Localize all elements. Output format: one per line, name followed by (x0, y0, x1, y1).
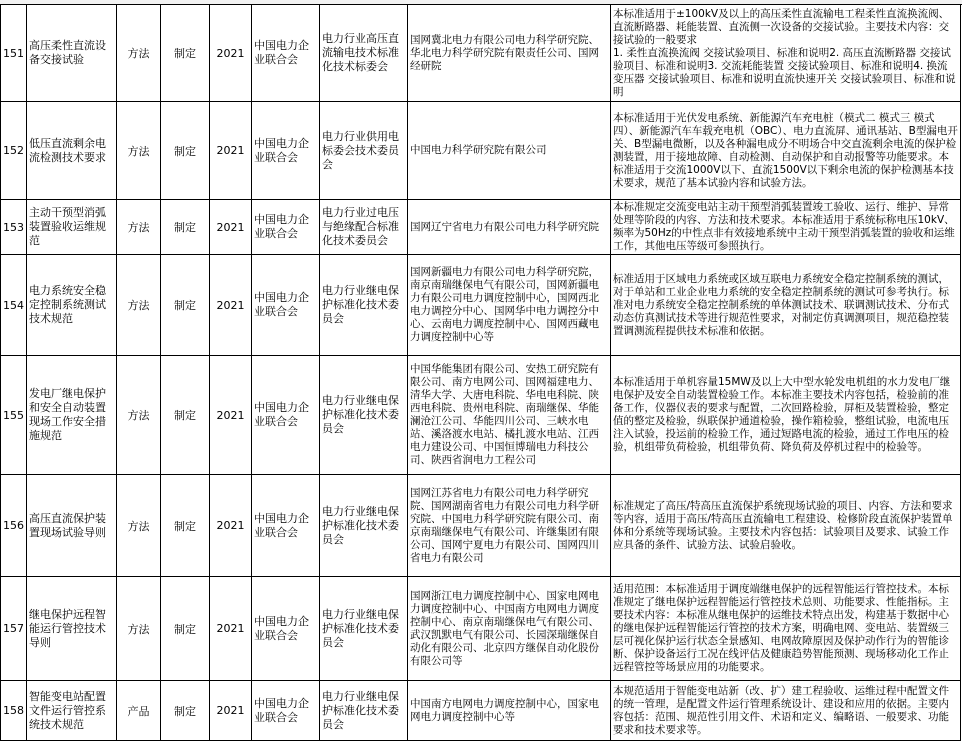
technical-committee: 电力行业继电保护标准化技术委员会 (322, 504, 399, 546)
standard-type: 方法 (127, 409, 150, 422)
technical-committee-cell (320, 681, 408, 741)
row-number-cell (1, 200, 27, 255)
revision-kind: 制定 (174, 144, 196, 158)
technical-committee-cell (320, 475, 408, 577)
drafting-units-cell (408, 681, 611, 741)
proposing-org-cell (252, 102, 320, 200)
standard-name: 高压柔性直流设备交接试验 (29, 39, 106, 66)
standard-type-cell (117, 255, 161, 356)
row-number: 154 (3, 298, 24, 312)
standard-type: 方法 (127, 622, 150, 636)
revision-kind-cell (161, 681, 210, 741)
plan-year-cell (210, 681, 252, 741)
scope-description: 本标准适用于光伏发电系统、新能源汽车充电桩（模式二 模式三 模式四）、新能源汽车车载充电机（OBC）、电力直流屏、通讯基站、B型漏电开关、B型漏电微断，以及各种漏电成分不明场合中交直流剩余电流的保护检测装置，用于接地故障、自动检测、自动保护和自动报警等功能要求。本标准适用于交流1000V以下、直流1500V以下剩余电流的保护检测基本技术要求，规范了基本试验内容和试验方法。 (613, 111, 958, 189)
proposing-org-cell (252, 356, 320, 475)
standard-name: 低压直流剩余电流检测技术要求 (29, 136, 106, 164)
revision-kind: 制定 (174, 704, 196, 718)
technical-committee: 电力行业供用电标委会技术委员会 (322, 129, 399, 171)
scope-description-cell (611, 255, 961, 356)
revision-kind-cell (161, 5, 210, 102)
scope-description: 本标准规定交流变电站主动干预型消弧装置竣工验收、运行、维护、异常处理等阶段的内容、方法和技术要求。本标准适用于系统标称电压10kV、频率为50Hz的中性点非有效接地系统中主动干预型消弧装置的验收和运维工作，其他电压等级可参照执行。 (613, 201, 955, 252)
technical-committee-cell (320, 200, 408, 255)
standard-name-cell (27, 200, 117, 255)
standard-type: 方法 (127, 299, 150, 312)
standard-name-cell (27, 102, 117, 200)
row-number: 151 (3, 46, 24, 60)
plan-year-cell (210, 5, 252, 102)
proposing-org: 中国电力企业联合会 (254, 136, 309, 164)
row-number-cell (1, 577, 27, 681)
proposing-org-cell (252, 255, 320, 356)
plan-year-cell (210, 102, 252, 200)
standard-type-cell (117, 475, 161, 577)
technical-committee-cell (320, 102, 408, 200)
technical-committee-cell (320, 5, 408, 102)
drafting-units: 中国电力科学研究院有限公司 (410, 144, 547, 156)
drafting-units-cell (408, 200, 611, 255)
scope-description: 本规范适用于智能变电站新（改、扩）建工程验收、运维过程中配置文件的统一管理，是配置文件运行管理系统设计、建设和应用的依据。主要内容包括：范围、规范性引用文件、术语和定义、编略语、一般要求、功能要求和技术要求等。 (613, 684, 949, 736)
technical-committee-cell (320, 577, 408, 681)
plan-year-cell (210, 577, 252, 681)
standard-name: 高压直流保护装置现场试验导则 (29, 511, 106, 539)
table-row (1, 102, 961, 200)
proposing-org: 中国电力企业联合会 (254, 39, 309, 66)
plan-year: 2021 (216, 704, 245, 717)
standard-name: 主动干预型消弧装置验收运维规范 (29, 206, 106, 247)
standard-name: 发电厂继电保护和安全自动装置现场工作安全措施规范 (29, 387, 106, 442)
standard-name-cell (27, 356, 117, 475)
plan-year: 2021 (216, 46, 245, 60)
row-number-cell (1, 5, 27, 102)
revision-kind: 制定 (174, 519, 196, 533)
technical-committee: 电力行业继电保护标准化技术委员会 (322, 394, 399, 435)
scope-description-cell (611, 102, 961, 200)
row-number: 158 (3, 704, 24, 717)
plan-year-cell (210, 255, 252, 356)
revision-kind-cell (161, 356, 210, 475)
revision-kind: 制定 (174, 47, 196, 60)
table-row (1, 255, 961, 356)
drafting-units: 国网江苏省电力有限公司电力科学研究院、国网湖南省电力有限公司电力科学研究院、中国电力科学研究院有限公司、南京南瑞继保电气有限公司、许继集团有限公司、国网宁夏电力有限公司、国网四川省电力有限公司 (410, 486, 599, 564)
standard-name-cell (27, 577, 117, 681)
scope-description: 本标准适用于±100kV及以上的高压柔性直流输电工程柔性直流换流阀、直流断路器、耗能装置、直流侧一次设备的交接试验。主要技术内容：交接试验的一般要求 1. 柔性直流换流阀 交接试验项目、标准和说明2. 高压直流断路器 交接试验项目、标准和说明3. 交流耗能装置 交接试验项目、标准和说明4. 换流变压器 交接试验项目、标准和说明直流快速开关 交接试验项目、标准和说明 (613, 7, 956, 98)
table-row (1, 356, 961, 475)
row-number: 156 (3, 519, 24, 532)
scope-description-cell (611, 356, 961, 475)
table-row (1, 577, 961, 681)
table-row (1, 200, 961, 255)
standard-type: 方法 (127, 519, 150, 533)
standard-name-cell (27, 475, 117, 577)
technical-committee: 电力行业继电保护标准化技术委员会 (322, 689, 399, 731)
standard-name-cell (27, 5, 117, 102)
revision-kind-cell (161, 200, 210, 255)
drafting-units: 国网冀北电力有限公司电力科学研究院、华北电力科学研究院有限责任公司、国网经研院 (410, 33, 599, 72)
row-number: 153 (3, 220, 24, 234)
technical-committee: 电力行业过电压与绝缘配合标准化技术委员会 (322, 206, 399, 247)
standard-type-cell (117, 577, 161, 681)
table-row (1, 681, 961, 741)
drafting-units-cell (408, 577, 611, 681)
standard-type-cell (117, 102, 161, 200)
standard-name: 智能变电站配置文件运行管控系统技术规范 (29, 689, 106, 731)
drafting-units: 中国华能集团有限公司、安热工研究院有限公司、南方电网公司、国网福建电力、清华大学、大唐电科院、华电电科院、陕西电科院、贵州电科院、南瑞继保、华能澜沧江公司、华能四川公司、三峡水电站、溪洛渡水电站、橘扎渡水电站、江西电力建设公司、中国恒博瑞电力科技公司、陕西省润电力工程公司 (410, 363, 599, 466)
technical-committee-cell (320, 255, 408, 356)
standard-name: 继电保护远程智能运行管控技术导则 (29, 607, 106, 649)
proposing-org: 中国电力企业联合会 (254, 213, 309, 240)
row-number: 157 (3, 622, 24, 635)
row-number-cell (1, 356, 27, 475)
scope-description-cell (611, 200, 961, 255)
scope-description-cell (611, 475, 961, 577)
proposing-org-cell (252, 577, 320, 681)
drafting-units: 国网辽宁省电力有限公司电力科学研究院 (410, 220, 599, 233)
standards-table (0, 4, 961, 741)
drafting-units: 中国南方电网电力调度控制中心，国家电网电力调度控制中心等 (410, 697, 599, 723)
standard-type: 方法 (127, 221, 150, 234)
scope-description: 标准规定了高压/特高压直流保护系统现场试验的项目、内容、方法和要求等内容，适用于高压/特高压直流输电工程建设、检修阶段直流保护装置单体和分系统等现场试验。主要技术内容包括：试验项目及要求、试验工作应具备的条件、试验方法、试验启验收。 (613, 499, 953, 551)
scope-description: 适用范围：本标准适用于调度端继电保护的远程智能运行管控技术。本标准规定了继电保护远程智能运行管控技术总则、功能要求、性能指标。主要技术内容：本标准从继电保护的运维技术特点出发，构建基于数据中心的继电保护远程智能运行管控的技术方案，明确电网、变电站、装置级三层可视化保护运行状态全景感知、电网故障原因及保护动作行为的智能诊断、保护设备运行工况在线评估及健康趋势智能预测、现场移动化工作止远程管控等场景应用的功能要求。 (613, 583, 949, 673)
scope-description-cell (611, 681, 961, 741)
plan-year-cell (210, 200, 252, 255)
proposing-org: 中国电力企业联合会 (254, 291, 309, 318)
standard-name: 电力系统安全稳定控制系统测试技术规范 (29, 284, 106, 325)
standard-name-cell (27, 255, 117, 356)
revision-kind-cell (161, 255, 210, 356)
row-number-cell (1, 255, 27, 356)
revision-kind: 制定 (174, 299, 196, 312)
row-number-cell (1, 475, 27, 577)
drafting-units-cell (408, 475, 611, 577)
standard-type-cell (117, 5, 161, 102)
proposing-org: 中国电力企业联合会 (254, 696, 309, 724)
standard-type-cell (117, 681, 161, 741)
scope-description: 本标准适用于单机容量15MW及以上大中型水轮发电机组的水力发电厂继电保护及安全自动装置检验工作。本标准主要技术内容包括，检验前的准备工作，仪器仪表的要求与配置，二次回路检验，屏柜及装置检验，整定值的整定及检验，纵联保护通道检验，操作箱检验，整组试验，电流电压注入试验，投运前的检验工作，通过短路电流的检验，通过工作电压的检验，机组带负荷检验，机组带负荷、降负荷及停机过程中的检验等。 (613, 376, 951, 453)
proposing-org-cell (252, 681, 320, 741)
standard-type-cell (117, 200, 161, 255)
drafting-units-cell (408, 5, 611, 102)
drafting-units: 国网新疆电力有限公司电力科学研究院，南京南瑞继保电气有限公司，国网新疆电力有限公司电力调度控制中心，国网西北电力调控分中心、国网华中电力调控分中心、云南电力调度控制中心、国网西藏电力调度控制中心等 (410, 266, 599, 343)
technical-committee: 电力行业继电保护标准化技术委员会 (322, 284, 399, 325)
table-row (1, 475, 961, 577)
table-row (1, 5, 961, 102)
standard-type-cell (117, 356, 161, 475)
plan-year: 2021 (216, 298, 245, 312)
proposing-org-cell (252, 200, 320, 255)
technical-committee-cell (320, 356, 408, 475)
revision-kind: 制定 (174, 409, 196, 422)
proposing-org-cell (252, 5, 320, 102)
plan-year: 2021 (216, 408, 245, 422)
revision-kind: 制定 (174, 622, 196, 636)
plan-year: 2021 (216, 519, 245, 532)
proposing-org: 中国电力企业联合会 (254, 511, 309, 539)
plan-year: 2021 (216, 622, 245, 635)
proposing-org: 中国电力企业联合会 (254, 614, 309, 642)
row-number-cell (1, 102, 27, 200)
technical-committee: 电力行业高压直流输电技术标准化技术标委会 (322, 32, 399, 73)
row-number: 152 (3, 144, 24, 157)
row-number-cell (1, 681, 27, 741)
revision-kind-cell (161, 577, 210, 681)
plan-year-cell (210, 356, 252, 475)
drafting-units: 国网浙江电力调度控制中心、国家电网电力调度控制中心、中国南方电网电力调度控制中心、南京南瑞继保电气有限公司、武汉凯默电气有限公司、长园深瑞继保自动化有限公司、北京四方继保自动化股份有限公司等 (410, 589, 599, 667)
revision-kind-cell (161, 475, 210, 577)
standard-type: 方法 (127, 47, 150, 60)
plan-year: 2021 (216, 144, 245, 157)
revision-kind-cell (161, 102, 210, 200)
scope-description-cell (611, 5, 961, 102)
scope-description: 标准适用于区域电力系统或区域互联电力系统安全稳定控制系统的测试，对于单站和工业企业电力系统的安全稳定控制系统的测试可参考执行。标准对电力系统安全稳定控制系统的单体测试技术、联调测试技术、分布式动态仿真测试技术等进行规范性要求，对制定仿真调测项目，规范稳控装置调测流程提供技术标准和依据。 (613, 272, 949, 337)
scope-description-cell (611, 577, 961, 681)
proposing-org: 中国电力企业联合会 (254, 401, 309, 428)
standard-type: 方法 (127, 144, 150, 158)
plan-year: 2021 (216, 220, 245, 234)
row-number: 155 (3, 408, 24, 422)
standard-name-cell (27, 681, 117, 741)
standard-type: 产品 (127, 704, 150, 718)
drafting-units-cell (408, 356, 611, 475)
drafting-units-cell (408, 255, 611, 356)
drafting-units-cell (408, 102, 611, 200)
proposing-org-cell (252, 475, 320, 577)
technical-committee: 电力行业继电保护标准化技术委员会 (322, 607, 399, 649)
revision-kind: 制定 (174, 221, 196, 234)
plan-year-cell (210, 475, 252, 577)
